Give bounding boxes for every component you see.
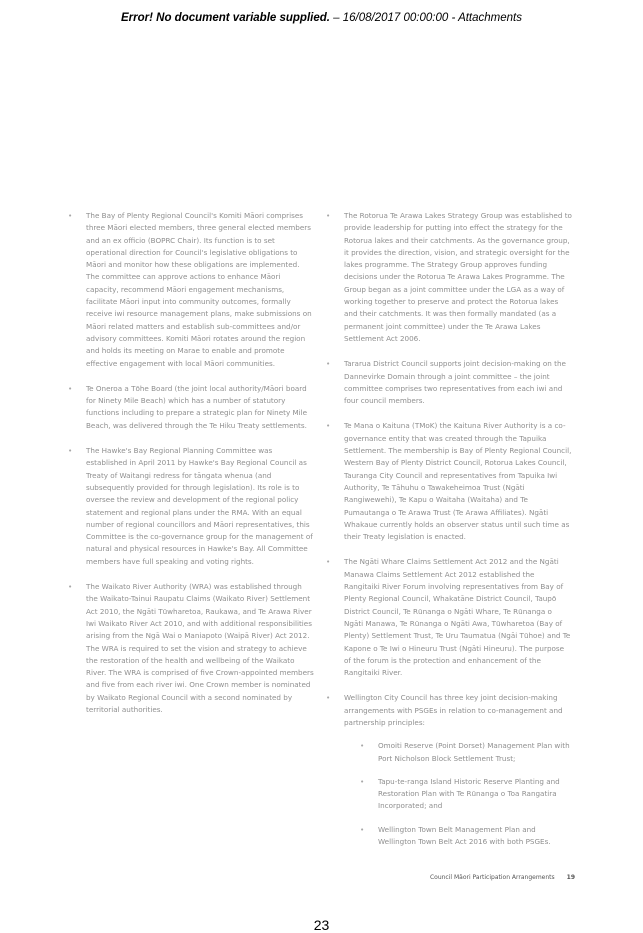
bullet-icon: •	[68, 211, 73, 220]
left-column	[68, 210, 314, 729]
bullet-icon: •	[326, 693, 331, 703]
list-item	[326, 210, 572, 345]
list-item	[68, 383, 314, 432]
right-column	[326, 210, 572, 861]
bullet-icon: •	[68, 582, 73, 592]
bullet-icon: •	[360, 741, 365, 751]
list-item-text: Wellington City Council has three key joint decision-making arrangements with PSGEs in relation to co-management and partnership principles:	[344, 693, 563, 727]
bullet-icon: •	[326, 421, 331, 431]
page-footer	[400, 874, 575, 881]
list-item	[326, 692, 572, 848]
sub-list-item	[360, 776, 572, 813]
bullet-icon: •	[360, 776, 365, 786]
page-number: 23	[313, 917, 330, 933]
header-date-text: – 16/08/2017 00:00:00 - Attachments	[329, 12, 522, 24]
bullet-icon: •	[326, 557, 331, 567]
list-item-text: The Hawke's Bay Regional Planning Committee was established in April 2011 by Hawke's Bay Regional Council as Treaty of Waitangi redress for tāngata whenua (and subsequently provided for through legislation). Its role is to oversee the review and development of the regional policy statement and regional plans under the RMA. With an equal number of regional councillors and Māori representatives, this Committee is the co-governance group for the management of natural and physical resources in Hawke's Bay. All Committee members have full speaking and voting rights.	[86, 446, 313, 566]
list-item-text: Te Mana o Kaituna (TMoK) the Kaituna River Authority is a co-governance entity that was created through the Tapuika Settlement. The membership is Bay of Plenty Regional Council, Western Bay of Plenty District Council, Rotorua Lakes Council, Tauranga City Council and representatives from Tapuika Iwi Authority, Te Tāhuhu o Tawakeheimoa Trust (Ngāti Rangiwewehi), Te Kapu o Waitaha (Waitaha) and Te Pumautanga o Te Arawa Trust (Te Arawa Affiliates). Ngāti Whakaue currently holds an observer status until such time as their Treaty legislation is enacted.	[344, 421, 572, 542]
list-item-text: The Waikato River Authority (WRA) was established through the Waikato-Tainui Raupatu Claims (Waikato River) Settlement Act 2010, the Ngāti Tūwharetoa, Raukawa, and Te Arawa River Iwi Waikato River Act 2010, and with additional responsibilities arising from the Ngā Wai o Maniapoto (Waipā River) Act 2012. The WRA is required to set the vision and strategy to achieve the restoration of the health and wellbeing of the Waikato River. The WRA is comprised of five Crown-appointed members and five from each river iwi. One Crown member is nominated by Waikato Regional Council with a second nominated by territorial authorities.	[86, 582, 314, 714]
list-item	[68, 445, 314, 568]
list-item-text: The Bay of Plenty Regional Council's Komiti Māori comprises three Māori elected members, three general elected members and an ex officio (BOPRC Chair). Its function is to set operational direction for Council's legislative obligations to Māori and monitor how these obligations are implemented. The committee can approve actions to enhance Māori capacity, recommend Māori engagement mechanisms, facilitate Māori input into community outcomes, formally receive iwi resource management plans, make submissions on Māori related matters and establish sub-committees and/or advisory committees. Komiti Māori rotates around the region and holds its meeting on Marae to enable and promote effective engagement with local Māori communities.	[86, 211, 312, 368]
list-item-text: Tararua District Council supports joint decision-making on the Dannevirke Domain through a joint committee – the joint committee comprises two representatives from each iwi and four council members.	[344, 359, 566, 406]
bullet-icon: •	[360, 824, 365, 834]
list-item	[68, 581, 314, 716]
bullet-icon: •	[68, 446, 73, 456]
sub-list-item-text: Wellington Town Belt Management Plan and Wellington Town Belt Act 2016 with both PSGEs.	[378, 824, 551, 847]
bullet-icon: •	[68, 383, 73, 393]
bullet-icon: •	[326, 359, 331, 369]
list-item	[68, 210, 314, 370]
list-item-text: The Rotorua Te Arawa Lakes Strategy Group was established to provide leadership for putting into effect the strategy for the Rotorua lakes and their catchments. As the governance group, it provides the direction, vision, and strategic oversight for the lakes programme. The Strategy Group approves funding decisions under the Rotorua Te Arawa Lakes Programme. The Group began as a joint committee under the LGA as a way of working together to preserve and protect the Rotorua lakes and their catchments. It was then formally mandated (as a permanent joint committee) under the Te Arawa Lakes Settlement Act 2006.	[344, 211, 572, 343]
sub-list-item-text: Omoiti Reserve (Point Dorset) Management Plan with Port Nicholson Block Settlement Trust;	[378, 741, 570, 763]
footer-page-number: 19	[566, 874, 575, 881]
document-header	[0, 12, 643, 24]
list-item	[326, 358, 572, 407]
list-item-text: Te Oneroa a Tōhe Board (the joint local authority/Māori board for Ninety Mile Beach) which has a number of statutory functions including to prepare a strategic plan for Ninety Mile Beach, was delivered through the Te Hiku Treaty settlements.	[86, 383, 308, 430]
list-item	[326, 556, 572, 679]
header-error-text: Error! No document variable supplied.	[121, 12, 330, 24]
sub-list	[344, 740, 572, 848]
list-item	[326, 420, 572, 543]
footer-title: Council Māori Participation Arrangements	[429, 874, 555, 881]
sub-list-item	[360, 740, 572, 765]
sub-list-item	[360, 824, 572, 849]
sub-list-item-text: Tapu-te-ranga Island Historic Reserve Planting and Restoration Plan with Te Rūnanga o Toa Rangatira Incorporated; and	[378, 776, 560, 811]
list-item-text: The Ngāti Whare Claims Settlement Act 2012 and the Ngāti Manawa Claims Settlement Act 2012 established the Rangitaiki River Forum involving representatives from Bay of Plenty Regional Council, Whakatāne District Council, Taupō District Council, Te Rūnanga o Ngāti Whare, Te Rūnanga o Ngāti Manawa, Te Rūnanga o Ngāti Awa, Tūwharetoa (Bay of Plenty) Settlement Trust, Te Uru Taumatua (Ngāi Tūhoe) and Te Kapone o Te Iwi o Hineuru Trust (Ngāti Hineuru). The purpose of the forum is the protection and enhancement of the Rangitaiki River.	[344, 557, 571, 678]
bullet-icon: •	[326, 211, 331, 220]
